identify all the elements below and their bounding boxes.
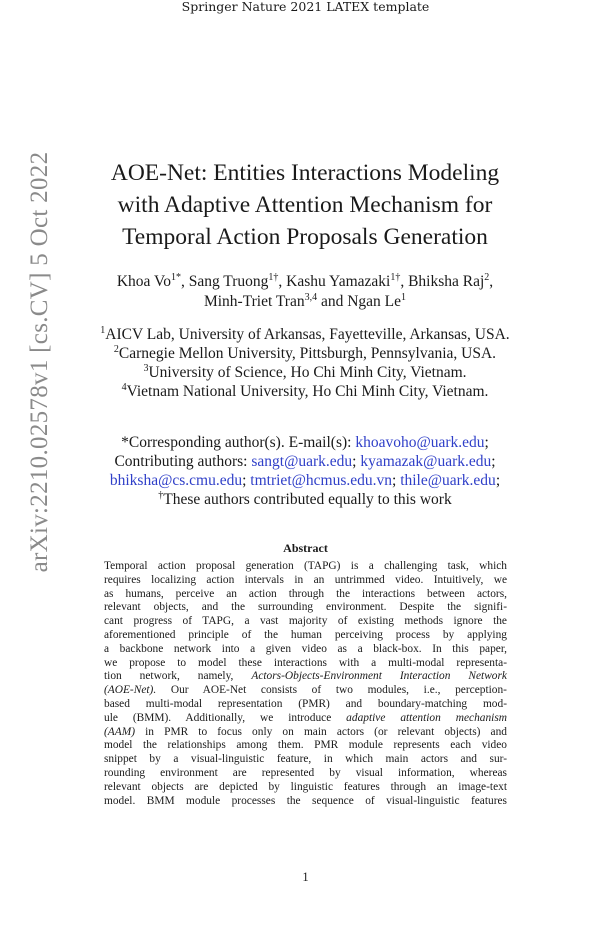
affiliation <box>60 363 550 382</box>
paper-title <box>70 157 540 253</box>
abstract-line: snippet by a visual-linguistic feature, in which main actors and sur- <box>104 753 507 766</box>
abstract-line: model the relationships among them. PMR module represents each video <box>104 739 507 752</box>
equal-contribution-note: These authors contributed equally to this work <box>163 491 452 508</box>
contact-line <box>60 490 550 509</box>
abstract-text: tion network, namely, <box>104 670 234 683</box>
author-line <box>60 292 550 312</box>
title-line: with Adaptive Attention Mechanism for <box>117 192 493 218</box>
affiliation-sup: 4 <box>121 381 127 393</box>
abstract-line: relevant objects are depicted by linguistic features through an image-text <box>104 780 507 793</box>
abstract-line <box>104 726 507 740</box>
author-sup: 1 <box>401 291 407 303</box>
affiliation-text: Vietnam National University, Ho Chi Minh City, Vietnam. <box>126 383 489 400</box>
abstract-text: in PMR to focus only on main actors (or relevant objects) and <box>145 725 507 738</box>
author-name: Ngan Le <box>347 293 402 310</box>
affiliation-list <box>60 325 550 401</box>
corresponding-label: *Corresponding author(s). E-mail(s): <box>121 434 352 451</box>
affiliation <box>60 382 550 401</box>
affiliation-text: University of Science, Ho Chi Minh City, Vietnam. <box>148 364 467 381</box>
abstract-text: Our AOE-Net consists of two modules, i.e., perception- <box>170 684 507 697</box>
abstract-line <box>104 670 507 684</box>
arxiv-side-identifier: arXiv:2210.02578v1 [cs.CV] 5 Oct 2022 <box>26 151 53 573</box>
affiliation-text: Carnegie Mellon University, Pittsburgh, Pennsylvania, USA. <box>118 345 497 362</box>
author-list <box>60 272 550 312</box>
contact-line: bhiksha@cs.cmu.edu; tmtriet@hcmus.edu.vn; thile@uark.edu; <box>109 472 501 489</box>
abstract-line: based multi-modal representation (PMR) and boundary-matching mod- <box>104 697 507 710</box>
running-header: Springer Nature 2021 LATEX template <box>181 0 430 14</box>
contact-block <box>60 433 550 509</box>
author-sup: 1† <box>390 271 401 283</box>
affiliation-sup: 2 <box>113 343 119 355</box>
abstract-italic: (AOE-Net). <box>104 684 157 697</box>
author-sup: 3,4 <box>304 291 318 303</box>
author-name: Khoa Vo <box>116 273 171 290</box>
abstract-line <box>104 684 507 698</box>
abstract-line: aforementioned principle of the human perceiving process by applying <box>104 628 507 641</box>
affiliation-text: AICV Lab, University of Arkansas, Fayetteville, Arkansas, USA. <box>105 326 510 343</box>
abstract-line: rounding environment are represented by visual information, whereas <box>104 766 507 779</box>
abstract-line: cant progress of TAPG, a vast majority of existing methods ignore the <box>104 615 507 628</box>
abstract-text: ule (BMM). Additionally, we introduce <box>104 711 332 724</box>
abstract-italic: Actors-Objects-Environment Interaction Network <box>251 670 507 683</box>
affiliation-sup: 3 <box>143 362 149 374</box>
abstract-italic: (AAM) <box>104 725 135 738</box>
abstract-line: a backbone network into a given video as a black-box. In this paper, <box>104 642 507 655</box>
email-link[interactable]: tmtriet@hcmus.edu.vn <box>250 472 392 489</box>
author-sup: 2 <box>484 271 490 283</box>
page-number: 1 <box>302 870 309 884</box>
affiliation-sup: 1 <box>100 324 106 336</box>
abstract-italic: adaptive attention mechanism <box>346 711 507 724</box>
equal-contribution-sup: † <box>158 489 164 501</box>
abstract-line: Temporal action proposal generation (TAPG) is a challenging task, which <box>104 560 507 572</box>
author-name: Sang Truong <box>188 273 269 290</box>
abstract-body <box>104 560 507 808</box>
author-name: Minh-Triet Tran <box>203 293 305 310</box>
author-name: Bhiksha Raj <box>408 273 485 290</box>
affiliation <box>60 344 550 363</box>
abstract-line: requires localizing action intervals in an untrimmed video. Intuitively, we <box>104 573 507 586</box>
email-link[interactable]: kyamazak@uark.edu <box>360 453 492 470</box>
author-sup: 1† <box>268 271 279 283</box>
contact-line: *Corresponding author(s). E-mail(s): khoavoho@uark.edu; <box>121 434 489 451</box>
author-sup: 1* <box>170 271 181 283</box>
abstract-heading: Abstract <box>283 541 328 555</box>
email-link[interactable]: khoavoho@uark.edu <box>355 434 485 451</box>
title-line: AOE-Net: Entities Interactions Modeling <box>110 160 500 186</box>
abstract-line: relevant objects, and the surrounding environment. Despite the signifi- <box>104 601 507 614</box>
author-name: Kashu Yamazaki <box>286 273 391 290</box>
author-and: and <box>320 293 344 310</box>
affiliation <box>60 325 550 344</box>
email-link[interactable]: bhiksha@cs.cmu.edu <box>109 472 243 489</box>
title-line: Temporal Action Proposals Generation <box>122 224 488 250</box>
contact-line: Contributing authors: sangt@uark.edu; kyamazak@uark.edu; <box>114 453 496 470</box>
email-link[interactable]: sangt@uark.edu <box>251 453 353 470</box>
abstract-line: we propose to model these interactions with a multi-modal representa- <box>104 656 507 669</box>
contributing-label: Contributing authors: <box>114 453 248 470</box>
abstract-line: model. BMM module processes the sequence of visual-linguistic features <box>104 794 507 807</box>
email-link[interactable]: thile@uark.edu <box>400 472 496 489</box>
author-line: Khoa $Vo^{1*}$, Sang Truong$^{1\dagger}$, Kashu Yamazaki$^{1\dagger}$, Bhiksha Raj$^2$, <box>116 271 494 290</box>
abstract-line: as humans, perceive an action through the interactions between actors, <box>104 587 507 600</box>
abstract-line <box>104 712 507 726</box>
